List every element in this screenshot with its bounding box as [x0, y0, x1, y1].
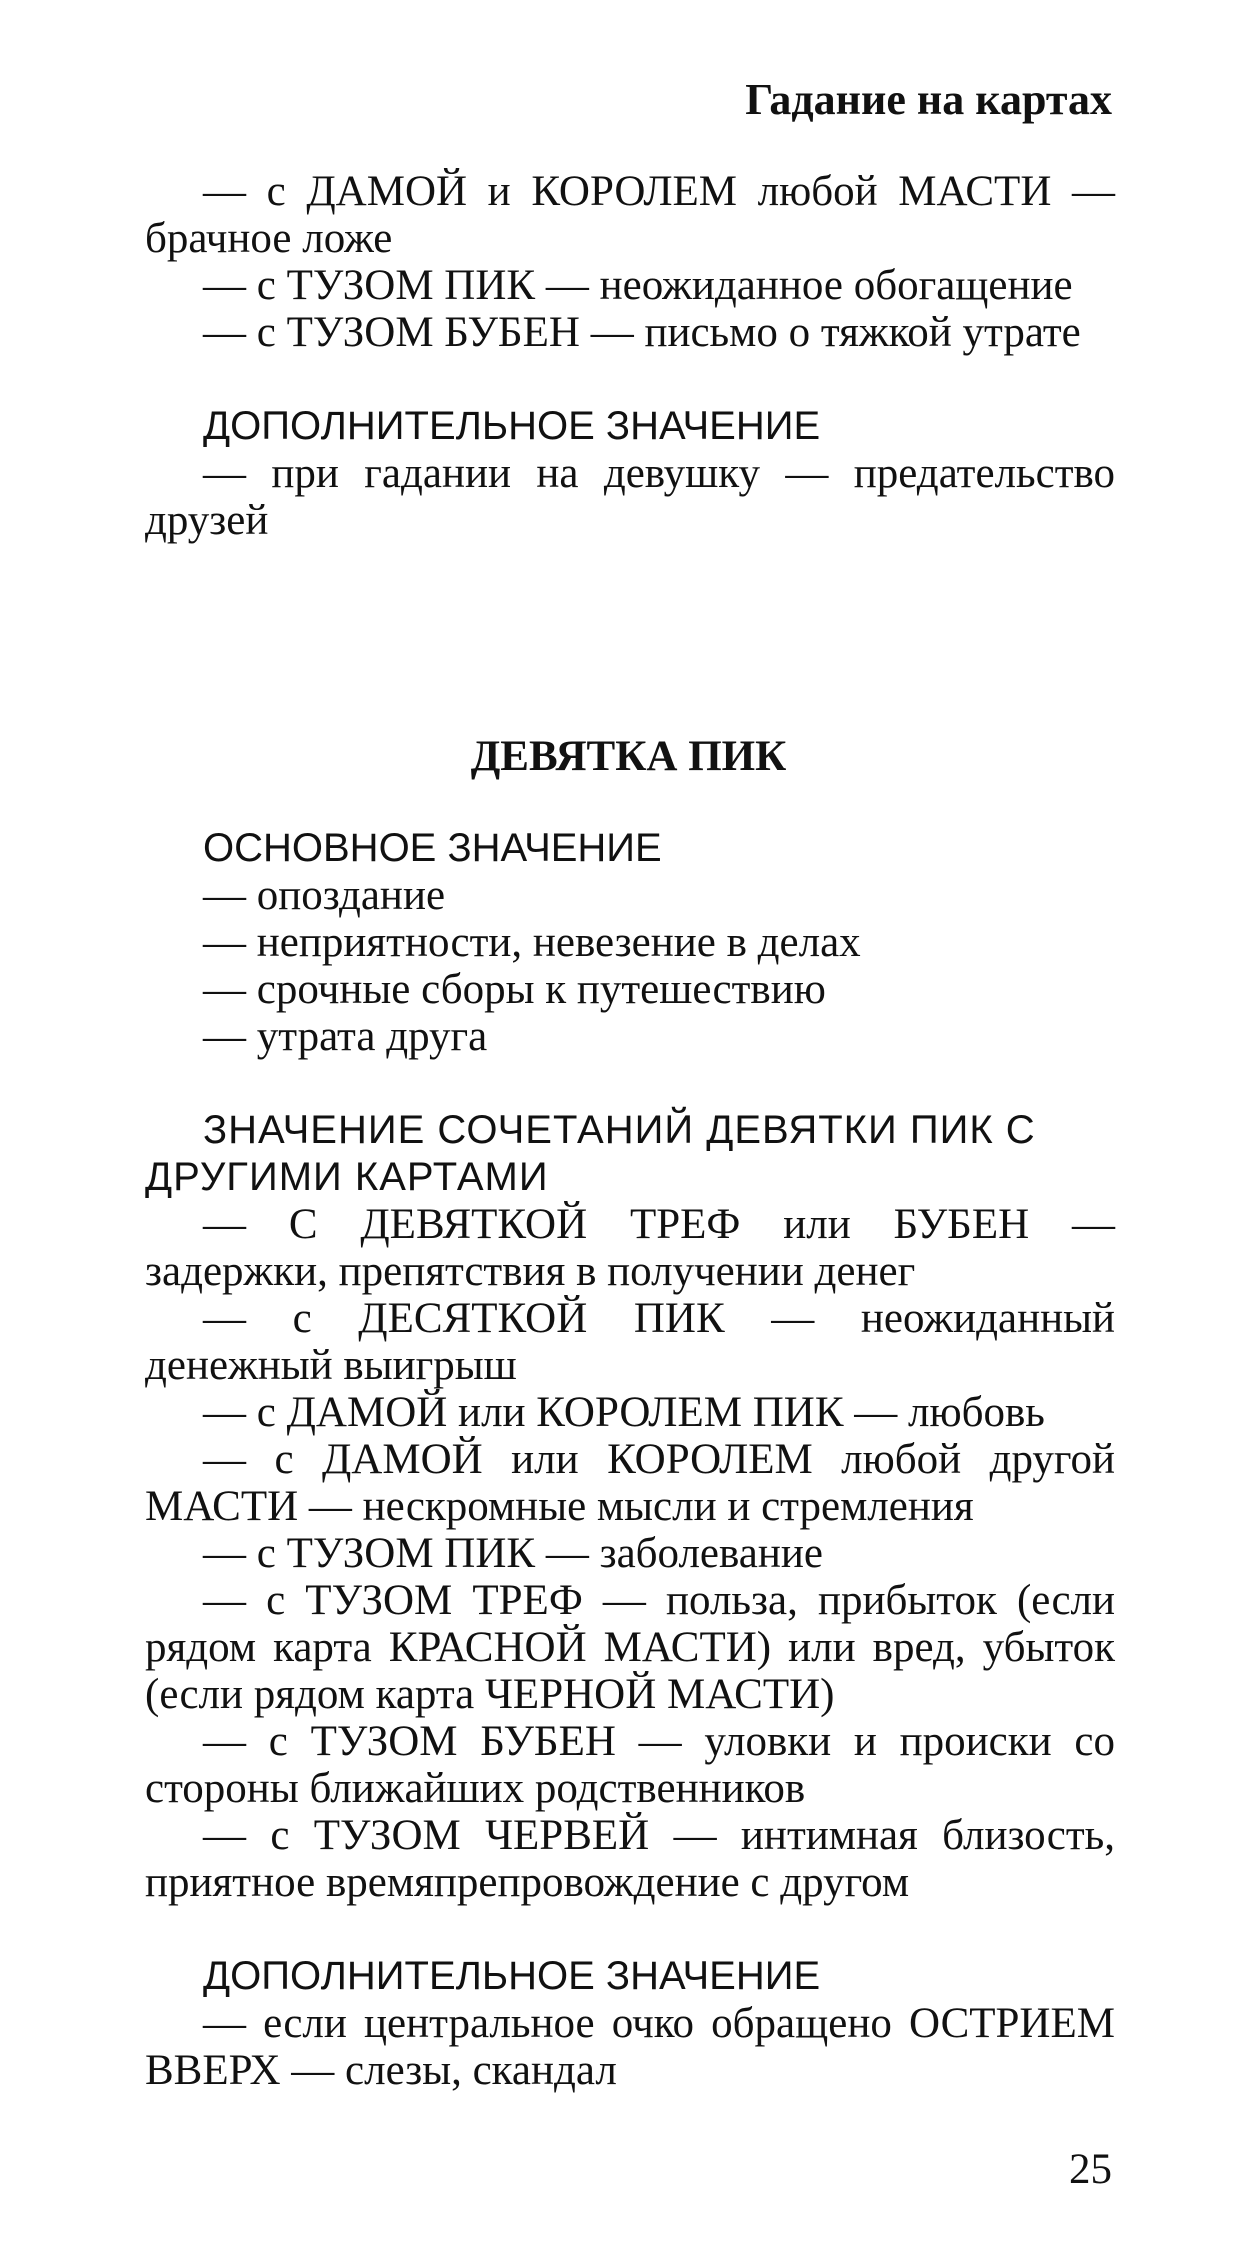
main-meaning-line: — неприятности, невезение в делах: [203, 919, 861, 966]
running-head: Гадание на картах: [745, 75, 1112, 124]
additional-meaning-title: ДОПОЛНИТЕЛЬНОЕ ЗНАЧЕНИЕ: [203, 404, 821, 448]
combo-line: — с ДАМОЙ или КОРОЛЕМ любой другой МАСТИ — нескромные мысли и стремления: [145, 1436, 1115, 1530]
main-meaning-line: — утрата друга: [203, 1013, 488, 1060]
section-title: ДЕВЯТКА ПИК: [470, 733, 787, 780]
combinations-title: ЗНАЧЕНИЕ СОЧЕТАНИЙ ДЕВЯТКИ ПИК С ДРУГИМИ КАРТАМИ: [145, 1108, 1036, 1199]
combo-line: — С ДЕВЯТКОЙ ТРЕФ или БУБЕН — задержки, препятствия в получении денег: [145, 1201, 1115, 1295]
page-number: 25: [1069, 2146, 1112, 2193]
main-meaning-line: — срочные сборы к путешествию: [203, 966, 826, 1013]
additional-meaning-line: — если центральное очко обращено ОСТРИЕМ ВВЕРХ — слезы, скандал: [145, 2000, 1115, 2094]
nine-of-spades-section: [145, 825, 1115, 2094]
combo-line: — с ДАМОЙ или КОРОЛЕМ ПИК — любовь: [203, 1389, 1045, 1436]
combo-line: — с ТУЗОМ БУБЕН — письмо о тяжкой утрате: [203, 309, 1081, 356]
combo-line: — с ДЕСЯТКОЙ ПИК — неожиданный денежный выигрыш: [145, 1295, 1115, 1389]
combo-line: — с ТУЗОМ БУБЕН — уловки и происки со стороны ближайших родственников: [145, 1718, 1115, 1812]
main-meaning-title: ОСНОВНОЕ ЗНАЧЕНИЕ: [203, 826, 662, 870]
additional-meaning-line: — при гадании на девушку — предательство друзей: [145, 450, 1115, 544]
additional-meaning-title: ДОПОЛНИТЕЛЬНОЕ ЗНАЧЕНИЕ: [203, 1954, 821, 1998]
combo-line: — с ТУЗОМ ПИК — неожиданное обогащение: [203, 262, 1073, 309]
combo-line: — с ТУЗОМ ЧЕРВЕЙ — интимная близость, приятное времяпрепровождение с другом: [145, 1812, 1115, 1906]
previous-card-continuation: [145, 168, 1115, 544]
main-meaning-line: — опоздание: [203, 872, 446, 919]
combo-line: — с ДАМОЙ и КОРОЛЕМ любой МАСТИ — брачное ложе: [145, 168, 1115, 262]
combo-line: — с ТУЗОМ ТРЕФ — польза, прибыток (если рядом карта КРАСНОЙ МАСТИ) или вред, убыток (если рядом карта ЧЕРНОЙ МАСТИ): [145, 1577, 1115, 1718]
combo-line: — с ТУЗОМ ПИК — заболевание: [203, 1530, 823, 1577]
